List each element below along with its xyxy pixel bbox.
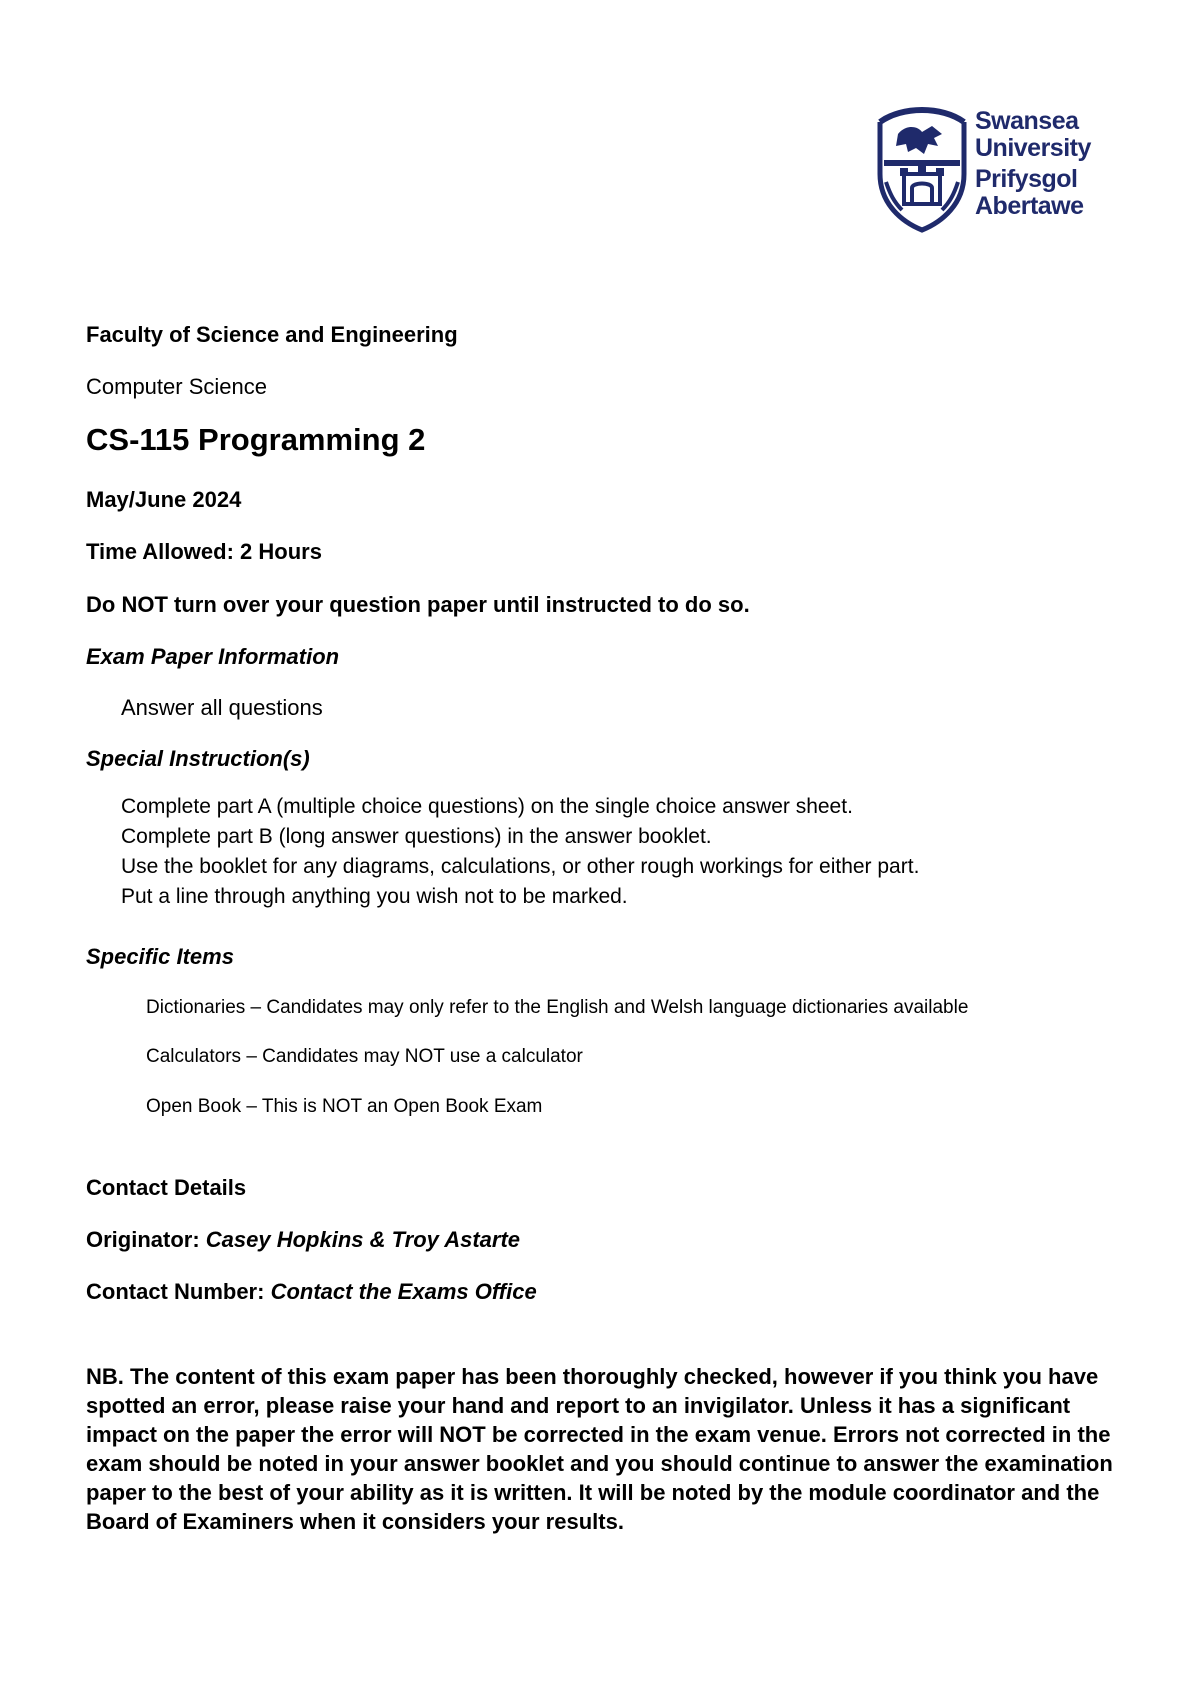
specific-item-open-book: Open Book – This is NOT an Open Book Exam bbox=[146, 1096, 543, 1117]
instruction-line: Put a line through anything you wish not to be marked. bbox=[121, 885, 628, 908]
logo-line-abertawe: Abertawe bbox=[975, 192, 1084, 220]
originator-label: Originator: bbox=[86, 1227, 206, 1252]
exam-info-heading: Exam Paper Information bbox=[86, 644, 340, 669]
specific-items-heading: Specific Items bbox=[86, 944, 234, 969]
exam-info-text: Answer all questions bbox=[121, 695, 323, 720]
specific-item-calculators: Calculators – Candidates may NOT use a calculator bbox=[146, 1046, 583, 1067]
contact-number-label: Contact Number: bbox=[86, 1279, 271, 1304]
turn-over-warning: Do NOT turn over your question paper until instructed to do so. bbox=[86, 592, 750, 617]
exam-session: May/June 2024 bbox=[86, 487, 242, 512]
nb-notice: NB. The content of this exam paper has been thoroughly checked, however if you think you have spotted an error, please raise your hand and report to an invigilator. Unless it has a significant impact on the paper the error will NOT be corrected in the exam venue. Errors not corrected in the exam should be noted in your answer booklet and you should continue to answer the examination paper to the best of your ability as it is written. It will be noted by the module coordinator and the Board of Examiners when it considers your results. bbox=[86, 1364, 1113, 1534]
originator-value: Casey Hopkins & Troy Astarte bbox=[205, 1227, 521, 1252]
special-instructions-list bbox=[121, 792, 919, 912]
logo-line-prifysgol: Prifysgol bbox=[975, 165, 1078, 193]
logo-wordmark bbox=[975, 108, 1091, 220]
contact-details-heading: Contact Details bbox=[86, 1175, 247, 1200]
special-instructions-heading: Special Instruction(s) bbox=[86, 746, 310, 771]
instruction-line: Use the booklet for any diagrams, calculations, or other rough workings for either part. bbox=[121, 855, 920, 878]
originator-line bbox=[86, 1227, 520, 1253]
department-name: Computer Science bbox=[86, 374, 267, 399]
module-title: CS-115 Programming 2 bbox=[86, 422, 426, 457]
specific-item-dictionaries: Dictionaries – Candidates may only refer to the English and Welsh language dictionaries available bbox=[146, 997, 969, 1018]
time-allowed: Time Allowed: 2 Hours bbox=[86, 539, 322, 564]
contact-number-line bbox=[86, 1279, 537, 1305]
university-logo bbox=[872, 104, 1102, 234]
logo-line-swansea: Swansea bbox=[975, 107, 1079, 135]
faculty-name: Faculty of Science and Engineering bbox=[86, 322, 458, 347]
university-crest-icon bbox=[872, 104, 972, 234]
instruction-line: Complete part A (multiple choice questions) on the single choice answer sheet. bbox=[121, 795, 853, 818]
contact-number-value: Contact the Exams Office bbox=[270, 1279, 537, 1304]
instruction-line: Complete part B (long answer questions) in the answer booklet. bbox=[121, 825, 712, 848]
logo-line-university: University bbox=[975, 134, 1091, 162]
